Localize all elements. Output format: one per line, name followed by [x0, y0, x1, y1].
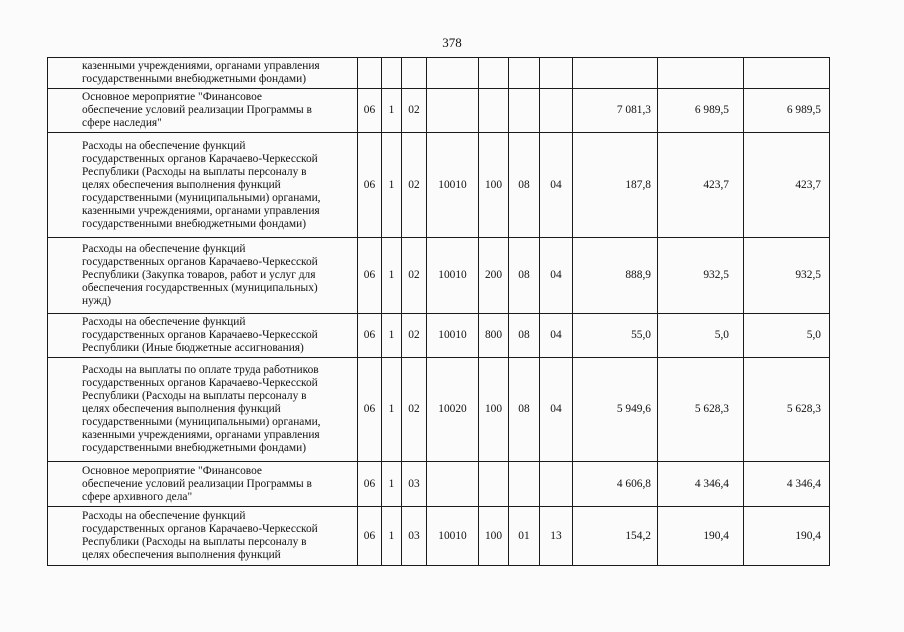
- prz-code: 04: [540, 238, 573, 314]
- row-description: [48, 238, 358, 314]
- amount-1: 888,9: [573, 238, 658, 314]
- om-code: 02: [402, 89, 427, 133]
- pp-code: 1: [382, 314, 402, 358]
- pp-code: 1: [382, 89, 402, 133]
- table-row: [48, 89, 830, 133]
- description-line: Расходы на обеспечение функций: [82, 510, 246, 522]
- rz-code: 01: [509, 507, 540, 566]
- description-line: Основное мероприятие "Финансовое: [82, 464, 262, 477]
- prz-code: 04: [540, 314, 573, 358]
- prz-code: 13: [540, 507, 573, 566]
- rz-code: 08: [509, 358, 540, 462]
- page-number: 378: [442, 35, 462, 50]
- description-line: Расходы на обеспечение функций: [82, 316, 246, 328]
- table-row: [48, 507, 830, 566]
- om-code: 02: [402, 238, 427, 314]
- dir-code: 10010: [427, 133, 479, 238]
- amount-1: 154,2: [573, 507, 658, 566]
- table-row: [48, 238, 830, 314]
- gp-code: 06: [358, 238, 382, 314]
- description-line: сфере архивного дела": [82, 490, 193, 503]
- amount-2: 5,0: [658, 314, 744, 358]
- om-code: 03: [402, 462, 427, 507]
- table-row: [48, 58, 830, 89]
- prz-code: [540, 462, 573, 507]
- om-code: 02: [402, 314, 427, 358]
- description-line: государственных органов Карачаево-Черкесской: [82, 152, 318, 165]
- om-code: 03: [402, 507, 427, 566]
- vr-code: 200: [479, 238, 509, 314]
- description-line: Основное мероприятие "Финансовое: [82, 91, 262, 103]
- pp-code: 1: [382, 462, 402, 507]
- amount-1: 55,0: [573, 314, 658, 358]
- dir-code: [427, 462, 479, 507]
- description-line: Расходы на обеспечение функций: [82, 243, 246, 255]
- pp-code: 1: [382, 133, 402, 238]
- amount-2: 932,5: [658, 238, 744, 314]
- prz-code: [540, 89, 573, 133]
- description-line: Республики (Расходы на выплаты персоналу в: [82, 165, 307, 178]
- description-line: государственными (муниципальными) органами,: [82, 416, 321, 428]
- amount-1: 4 606,8: [573, 462, 658, 507]
- amount-2: 6 989,5: [658, 89, 744, 133]
- rz-code: [509, 89, 540, 133]
- dir-code: 10010: [427, 507, 479, 566]
- amount-3: 5,0: [744, 314, 830, 358]
- dir-code: [427, 58, 479, 89]
- amount-1: [573, 58, 658, 89]
- description-line: целях обеспечения выполнения функций: [82, 549, 281, 561]
- description-line: государственных органов Карачаево-Черкесской: [82, 523, 318, 535]
- vr-code: [479, 58, 509, 89]
- pp-code: [382, 58, 402, 89]
- amount-2: 190,4: [658, 507, 744, 566]
- description-line: государственными (муниципальными) органами,: [82, 191, 321, 204]
- gp-code: 06: [358, 133, 382, 238]
- description-line: государственными внебюджетными фондами): [82, 217, 307, 230]
- row-description: [48, 358, 358, 462]
- rz-code: 08: [509, 133, 540, 238]
- om-code: 02: [402, 133, 427, 238]
- table-row: [48, 358, 830, 462]
- amount-2: [658, 58, 744, 89]
- pp-code: 1: [382, 358, 402, 462]
- description-line: государственными внебюджетными фондами): [82, 442, 307, 454]
- description-line: государственных органов Карачаево-Черкесской: [82, 329, 318, 341]
- description-line: целях обеспечения выполнения функций: [82, 403, 281, 415]
- description-line: казенными учреждениями, органами управления: [82, 60, 320, 72]
- description-line: обеспечение условий реализации Программы в: [82, 477, 312, 490]
- description-line: Республики (Иные бюджетные ассигнования): [82, 342, 304, 354]
- table-row: [48, 314, 830, 358]
- prz-code: 04: [540, 358, 573, 462]
- amount-1: 7 081,3: [573, 89, 658, 133]
- amount-3: [744, 58, 830, 89]
- amount-1: 5 949,6: [573, 358, 658, 462]
- description-line: Республики (Расходы на выплаты персоналу в: [82, 536, 307, 548]
- row-description: [48, 133, 358, 238]
- vr-code: 100: [479, 507, 509, 566]
- om-code: 02: [402, 358, 427, 462]
- gp-code: 06: [358, 89, 382, 133]
- row-description: [48, 89, 358, 133]
- description-line: Республики (Закупка товаров, работ и услуг для: [82, 269, 316, 281]
- dir-code: [427, 89, 479, 133]
- pp-code: 1: [382, 238, 402, 314]
- row-description: [48, 462, 358, 507]
- amount-2: 423,7: [658, 133, 744, 238]
- amount-2: 4 346,4: [658, 462, 744, 507]
- description-line: сфере наследия": [82, 117, 162, 129]
- table-row: [48, 462, 830, 507]
- vr-code: 100: [479, 358, 509, 462]
- description-line: обеспечение условий реализации Программы в: [82, 104, 312, 116]
- vr-code: [479, 89, 509, 133]
- gp-code: 06: [358, 507, 382, 566]
- row-description: [48, 507, 358, 566]
- dir-code: 10010: [427, 314, 479, 358]
- vr-code: 100: [479, 133, 509, 238]
- description-line: Расходы на выплаты по оплате труда работников: [82, 364, 319, 376]
- prz-code: 04: [540, 133, 573, 238]
- amount-3: 6 989,5: [744, 89, 830, 133]
- description-line: казенными учреждениями, органами управления: [82, 429, 320, 441]
- rz-code: [509, 58, 540, 89]
- table-row: [48, 133, 830, 238]
- description-line: Расходы на обеспечение функций: [82, 139, 246, 152]
- amount-3: 423,7: [744, 133, 830, 238]
- om-code: [402, 58, 427, 89]
- gp-code: [358, 58, 382, 89]
- vr-code: 800: [479, 314, 509, 358]
- amount-2: 5 628,3: [658, 358, 744, 462]
- amount-3: 932,5: [744, 238, 830, 314]
- rz-code: 08: [509, 238, 540, 314]
- amount-1: 187,8: [573, 133, 658, 238]
- gp-code: 06: [358, 462, 382, 507]
- description-line: государственных органов Карачаево-Черкесской: [82, 377, 318, 389]
- description-line: обеспечения государственных (муниципальных): [82, 282, 318, 294]
- dir-code: 10020: [427, 358, 479, 462]
- amount-3: 190,4: [744, 507, 830, 566]
- description-line: казенными учреждениями, органами управления: [82, 204, 320, 217]
- vr-code: [479, 462, 509, 507]
- description-line: государственными внебюджетными фондами): [82, 73, 307, 85]
- description-line: целях обеспечения выполнения функций: [82, 178, 281, 191]
- dir-code: 10010: [427, 238, 479, 314]
- amount-3: 4 346,4: [744, 462, 830, 507]
- rz-code: [509, 462, 540, 507]
- prz-code: [540, 58, 573, 89]
- amount-3: 5 628,3: [744, 358, 830, 462]
- rz-code: 08: [509, 314, 540, 358]
- row-description: [48, 314, 358, 358]
- description-line: нужд): [82, 295, 112, 307]
- table-body: [48, 58, 830, 566]
- row-description: [48, 58, 358, 89]
- description-line: Республики (Расходы на выплаты персоналу в: [82, 390, 307, 402]
- gp-code: 06: [358, 314, 382, 358]
- budget-table: [47, 57, 830, 566]
- description-line: государственных органов Карачаево-Черкесской: [82, 256, 318, 268]
- gp-code: 06: [358, 358, 382, 462]
- pp-code: 1: [382, 507, 402, 566]
